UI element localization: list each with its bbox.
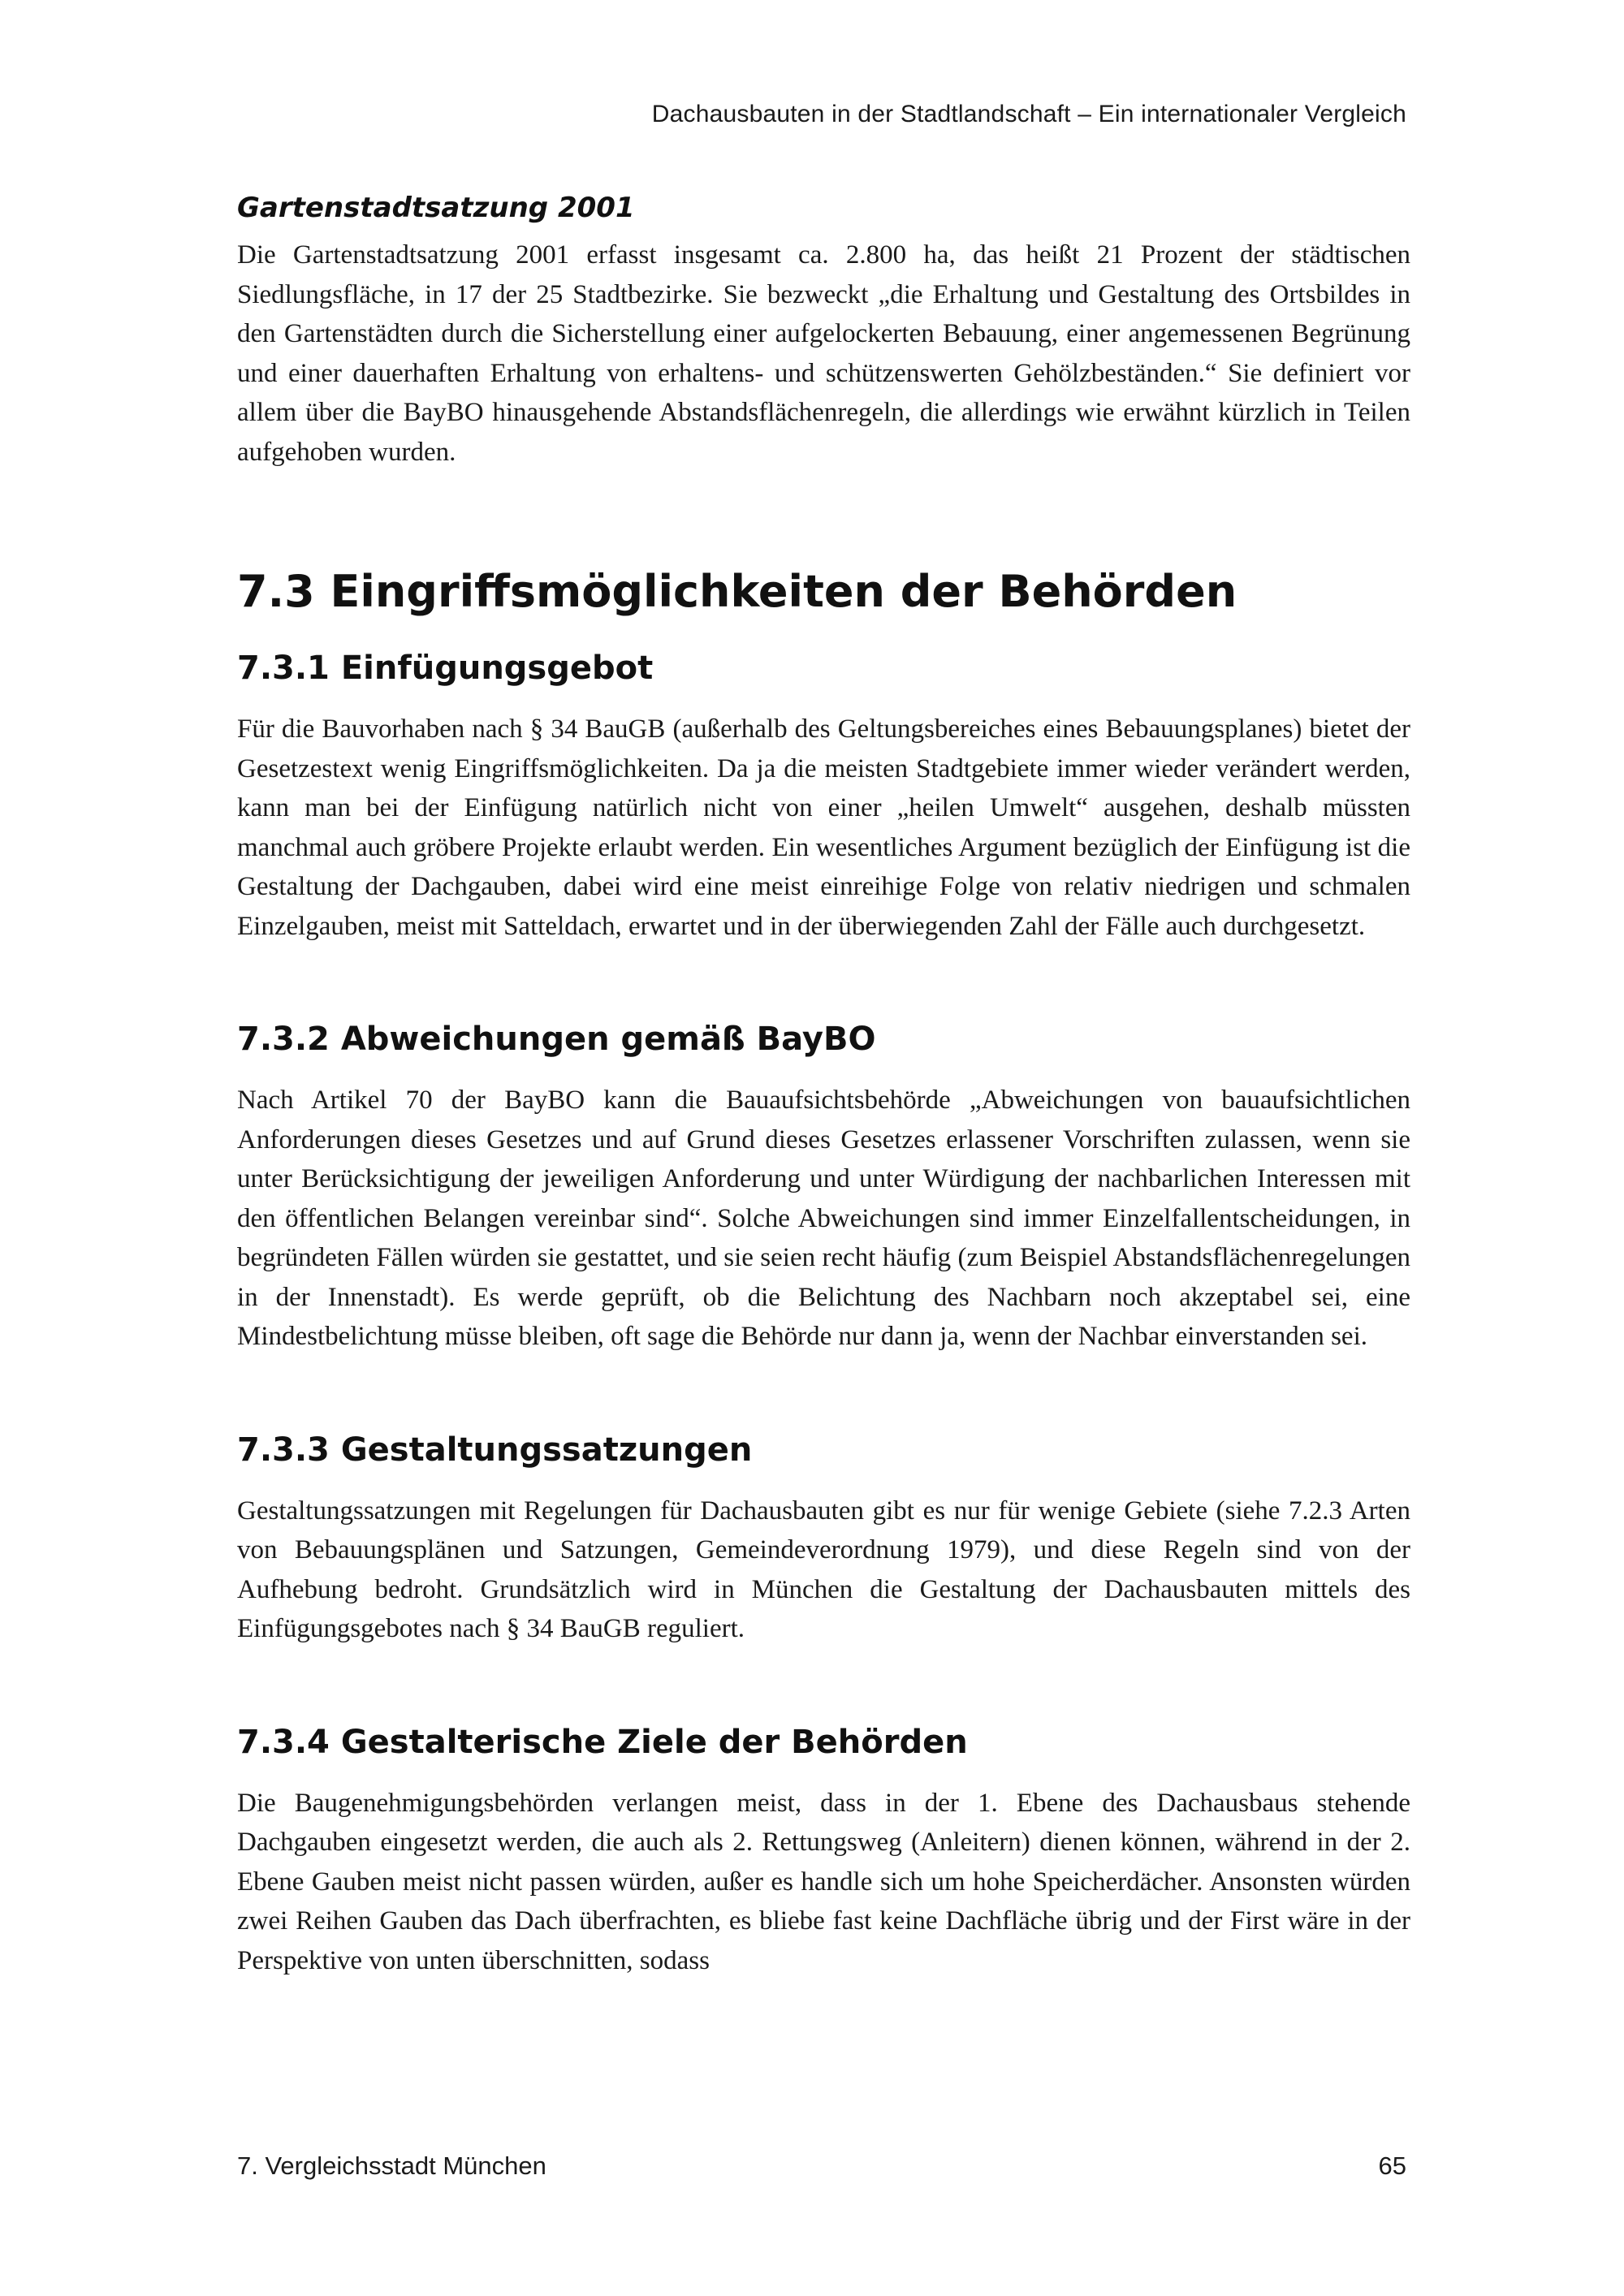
gartenstadtsatzung-paragraph: Die Gartenstadtsatzung 2001 erfasst insgesamt ca. 2.800 ha, das heißt 21 Prozent der städtischen Siedlungsfläche, in 17 der 25 Stadtbezirke. Sie bezweckt „die Erhaltung und Gestaltung des Ortsbildes in den Gartenstädten durch die Sicherstellung einer aufgelockerten Bebauung, einer angemessenen Begrünung und einer dauerhaften Erhaltung von erhaltens- und schützenswerten Gehölzbeständen.“ Sie definiert vor allem über die BayBO hinausgehende Abstandsflächenregeln, die allerdings wie erwähnt kürzlich in Teilen aufgehoben wurden.	[237, 240, 1410, 467]
section-heading-einfuegungsgebot: 7.3.1 Einfügungsgebot	[237, 650, 654, 687]
gartenstadtsatzung-heading: Gartenstadtsatzung 2001	[237, 192, 635, 224]
section-paragraph-abweichungen: Nach Artikel 70 der BayBO kann die Bauaufsichtsbehörde „Abweichungen von bauaufsichtlichen Anforderungen dieses Gesetzes und auf Grund dieses Gesetzes erlassener Vorschriften zulassen, wenn sie unter Berücksichtigung der jeweiligen Anforderung und unter Würdigung der nachbarlichen Interessen mit den öffentlichen Belangen vereinbar sind“. Solche Abweichungen sind immer Einzelfallentscheidungen, in begründeten Fällen würden sie gestattet, und sie seien recht häufig (zum Beispiel Abstandsflächenregelungen in der Innenstadt). Es werde geprüft, ob die Belichtung des Nachbarn noch akzeptabel sei, eine Mindestbelichtung müsse bleiben, oft sage die Behörde nur dann ja, wenn der Nachbar einverstanden sei.	[237, 1085, 1410, 1351]
section-heading-gestaltungssatzungen: 7.3.3 Gestaltungssatzungen	[237, 1431, 753, 1469]
section-paragraph-einfuegungsgebot: Für die Bauvorhaben nach § 34 BauGB (außerhalb des Geltungsbereiches eines Bebauungsplanes) bietet der Gesetzestext wenig Eingriffsmöglichkeiten. Da ja die meisten Stadtgebiete immer wieder verändert werden, kann man bei der Einfügung natürlich nicht von einer „heilen Umwelt“ ausgehen, deshalb müssten manchmal auch gröbere Projekte erlaubt werden. Ein wesentliches Argument bezüglich der Einfügung ist die Gestaltung der Dachgauben, dabei wird eine meist einreihige Folge von relativ niedrigen und schmalen Einzelgauben, meist mit Satteldach, erwartet und in der überwiegenden Zahl der Fälle auch durchgesetzt.	[237, 714, 1410, 941]
section-heading-gestalterische-ziele: 7.3.4 Gestalterische Ziele der Behörden	[237, 1723, 968, 1761]
chapter-heading: 7.3 Eingriffsmöglichkeiten der Behörden	[237, 566, 1237, 617]
page-number: 65	[1378, 2151, 1406, 2180]
running-footer-chapter: 7. Vergleichsstadt München	[237, 2151, 546, 2180]
section-heading-abweichungen: 7.3.2 Abweichungen gemäß BayBO	[237, 1021, 876, 1058]
running-header: Dachausbauten in der Stadtlandschaft – Ein internationaler Vergleich	[651, 101, 1406, 127]
section-paragraph-gestalterische-ziele: Die Baugenehmigungsbehörden verlangen meist, dass in der 1. Ebene des Dachausbaus stehende Dachgauben eingesetzt werden, die auch als 2. Rettungsweg (Anleitern) dienen können, während in der 2. Ebene Gauben meist nicht passen würden, außer es handle sich um hohe Speicherdächer. Ansonsten würden zwei Reihen Gauben das Dach überfrachten, es bliebe fast keine Dachfläche übrig und der First wäre in der Perspektive von unten überschnitten, sodass	[237, 1788, 1410, 1975]
page-content	[237, 192, 1410, 1980]
section-paragraph-gestaltungssatzungen: Gestaltungssatzungen mit Regelungen für Dachausbauten gibt es nur für wenige Gebiete (siehe 7.2.3 Arten von Bebauungsplänen und Satzungen, Gemeindeverordnung 1979), und diese Regeln sind von der Aufhebung bedroht. Grundsätzlich wird in München die Gestaltung der Dachausbauten mittels des Einfügungsgebotes nach § 34 BauGB reguliert.	[237, 1495, 1410, 1643]
